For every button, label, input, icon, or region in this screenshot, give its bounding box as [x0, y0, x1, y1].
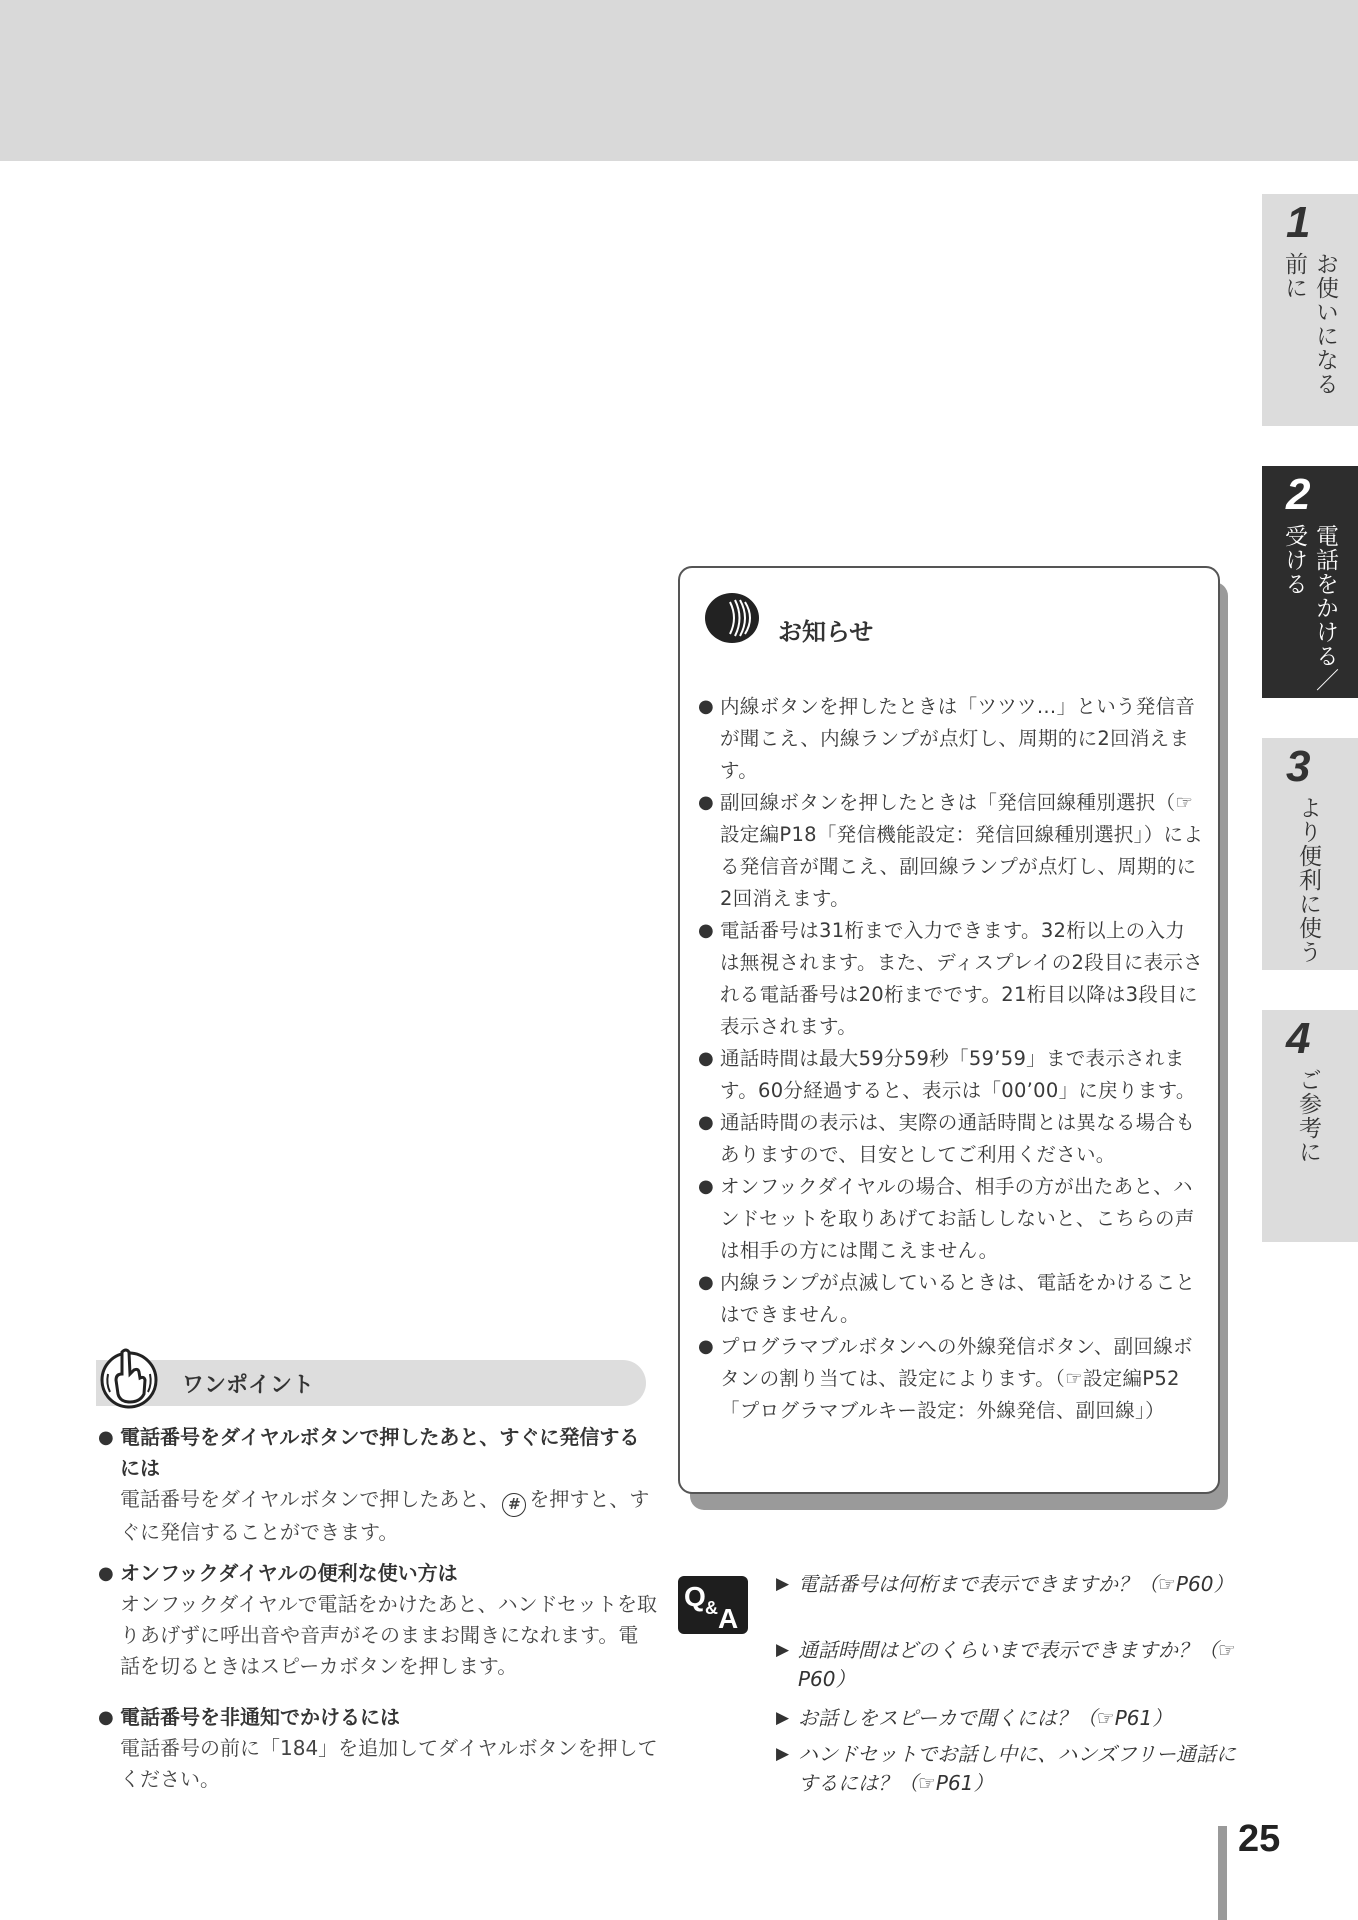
qa-icon-a: A	[718, 1603, 739, 1634]
hash-key-icon: #	[502, 1493, 526, 1517]
chapter-tab-label: より便利に使う	[1295, 796, 1321, 964]
chapter-tab-1[interactable]	[1262, 194, 1358, 426]
chapter-tab-number: 2	[1286, 470, 1311, 519]
chapter-tab-number: 1	[1286, 198, 1311, 247]
onepoint-item-body	[98, 1484, 658, 1548]
onepoint-item	[98, 1422, 658, 1548]
page-number-bar	[1218, 1826, 1227, 1920]
onepoint-item-heading: ● 電話番号を非通知でかけるには	[98, 1702, 658, 1733]
onepoint-body-text: 電話番号をダイヤルボタンで押したあと、	[120, 1487, 500, 1511]
onepoint-item-heading: ● オンフックダイヤルの便利な使い方は	[98, 1558, 658, 1589]
qa-icon-amp: &	[705, 1598, 718, 1618]
chapter-tab-2[interactable]	[1262, 466, 1358, 698]
notice-item: ● 内線ボタンを押したときは「ツツツ…」という発信音が聞こえ、内線ランプが点灯し、周期的に2回消えます。	[698, 691, 1204, 787]
page-number: 25	[1238, 1818, 1281, 1860]
chapter-tab-4[interactable]	[1262, 1010, 1358, 1242]
onepoint-item-heading: ● 電話番号をダイヤルボタンで押したあと、すぐに発信するには	[98, 1422, 658, 1484]
chapter-tab-number: 4	[1286, 1014, 1311, 1063]
chapter-tab-label: ご参考に	[1295, 1068, 1321, 1164]
notice-item: ● オンフックダイヤルの場合、相手の方が出たあと、ハンドセットを取りあげてお話ししないと、こちらの声は相手の方には聞こえません。	[698, 1171, 1204, 1267]
qa-item[interactable]: ▶ 電話番号は何桁まで表示できますか？（☞P60）	[776, 1570, 1246, 1599]
notice-title: お知らせ	[778, 618, 874, 646]
notice-item: ● 副回線ボタンを押したときは「発信回線種別選択（☞設定編P18「発信機能設定：発信回線種別選択」）による発信音が聞こえ、副回線ランプが点灯し、周期的に2回消えます。	[698, 787, 1204, 915]
onepoint-body-text: を押すと、すぐに発信することができます。	[120, 1487, 650, 1544]
notice-item: ● 通話時間の表示は、実際の通話時間とは異なる場合もありますので、目安としてご利用ください。	[698, 1107, 1204, 1171]
qa-item[interactable]: ▶ ハンドセットでお話し中に、ハンズフリー通話にするには？（☞P61）	[776, 1740, 1246, 1798]
notice-item: ● プログラマブルボタンへの外線発信ボタン、副回線ボタンの割り当ては、設定によります。（☞設定編P52「プログラマブルキー設定：外線発信、副回線」）	[698, 1331, 1204, 1427]
chapter-tab-label: お使いになる 前に	[1281, 252, 1338, 396]
notice-box	[678, 566, 1220, 1494]
speaker-sound-icon	[704, 592, 760, 644]
onepoint-item	[98, 1702, 658, 1795]
notice-item: ● 通話時間は最大59分59秒「59’59」まで表示されます。60分経過すると、表示は「00’00」に戻ります。	[698, 1043, 1204, 1107]
chapter-tab-label: 電話をかける／ 受ける	[1281, 524, 1338, 692]
notice-item: ● 電話番号は31桁まで入力できます。32桁以上の入力は無視されます。また、ディスプレイの2段目に表示される電話番号は20桁までです。21桁目以降は3段目に表示されます。	[698, 915, 1204, 1043]
onepoint-title: ワンポイント	[182, 1373, 315, 1398]
pointing-hand-icon	[96, 1344, 162, 1410]
notice-list	[698, 691, 1204, 1427]
qa-icon-q: Q	[684, 1581, 706, 1612]
chapter-tab-3[interactable]	[1262, 738, 1358, 970]
chapter-tab-number: 3	[1286, 742, 1311, 791]
onepoint-item	[98, 1558, 658, 1682]
qa-icon	[678, 1576, 748, 1634]
onepoint-item-body: 電話番号の前に「184」を追加してダイヤルボタンを押してください。	[120, 1736, 658, 1791]
onepoint-item-body: オンフックダイヤルで電話をかけたあと、ハンドセットを取りあげずに呼出音や音声がそのままお聞きになれます。電話を切るときはスピーカボタンを押します。	[120, 1592, 657, 1678]
qa-item[interactable]: ▶ 通話時間はどのくらいまで表示できますか？（☞P60）	[776, 1636, 1246, 1694]
qa-item[interactable]: ▶ お話しをスピーカで聞くには？（☞P61）	[776, 1704, 1246, 1733]
header-band	[0, 0, 1358, 161]
notice-item: ● 内線ランプが点滅しているときは、電話をかけることはできません。	[698, 1267, 1204, 1331]
onepoint-header-bar	[96, 1360, 646, 1406]
